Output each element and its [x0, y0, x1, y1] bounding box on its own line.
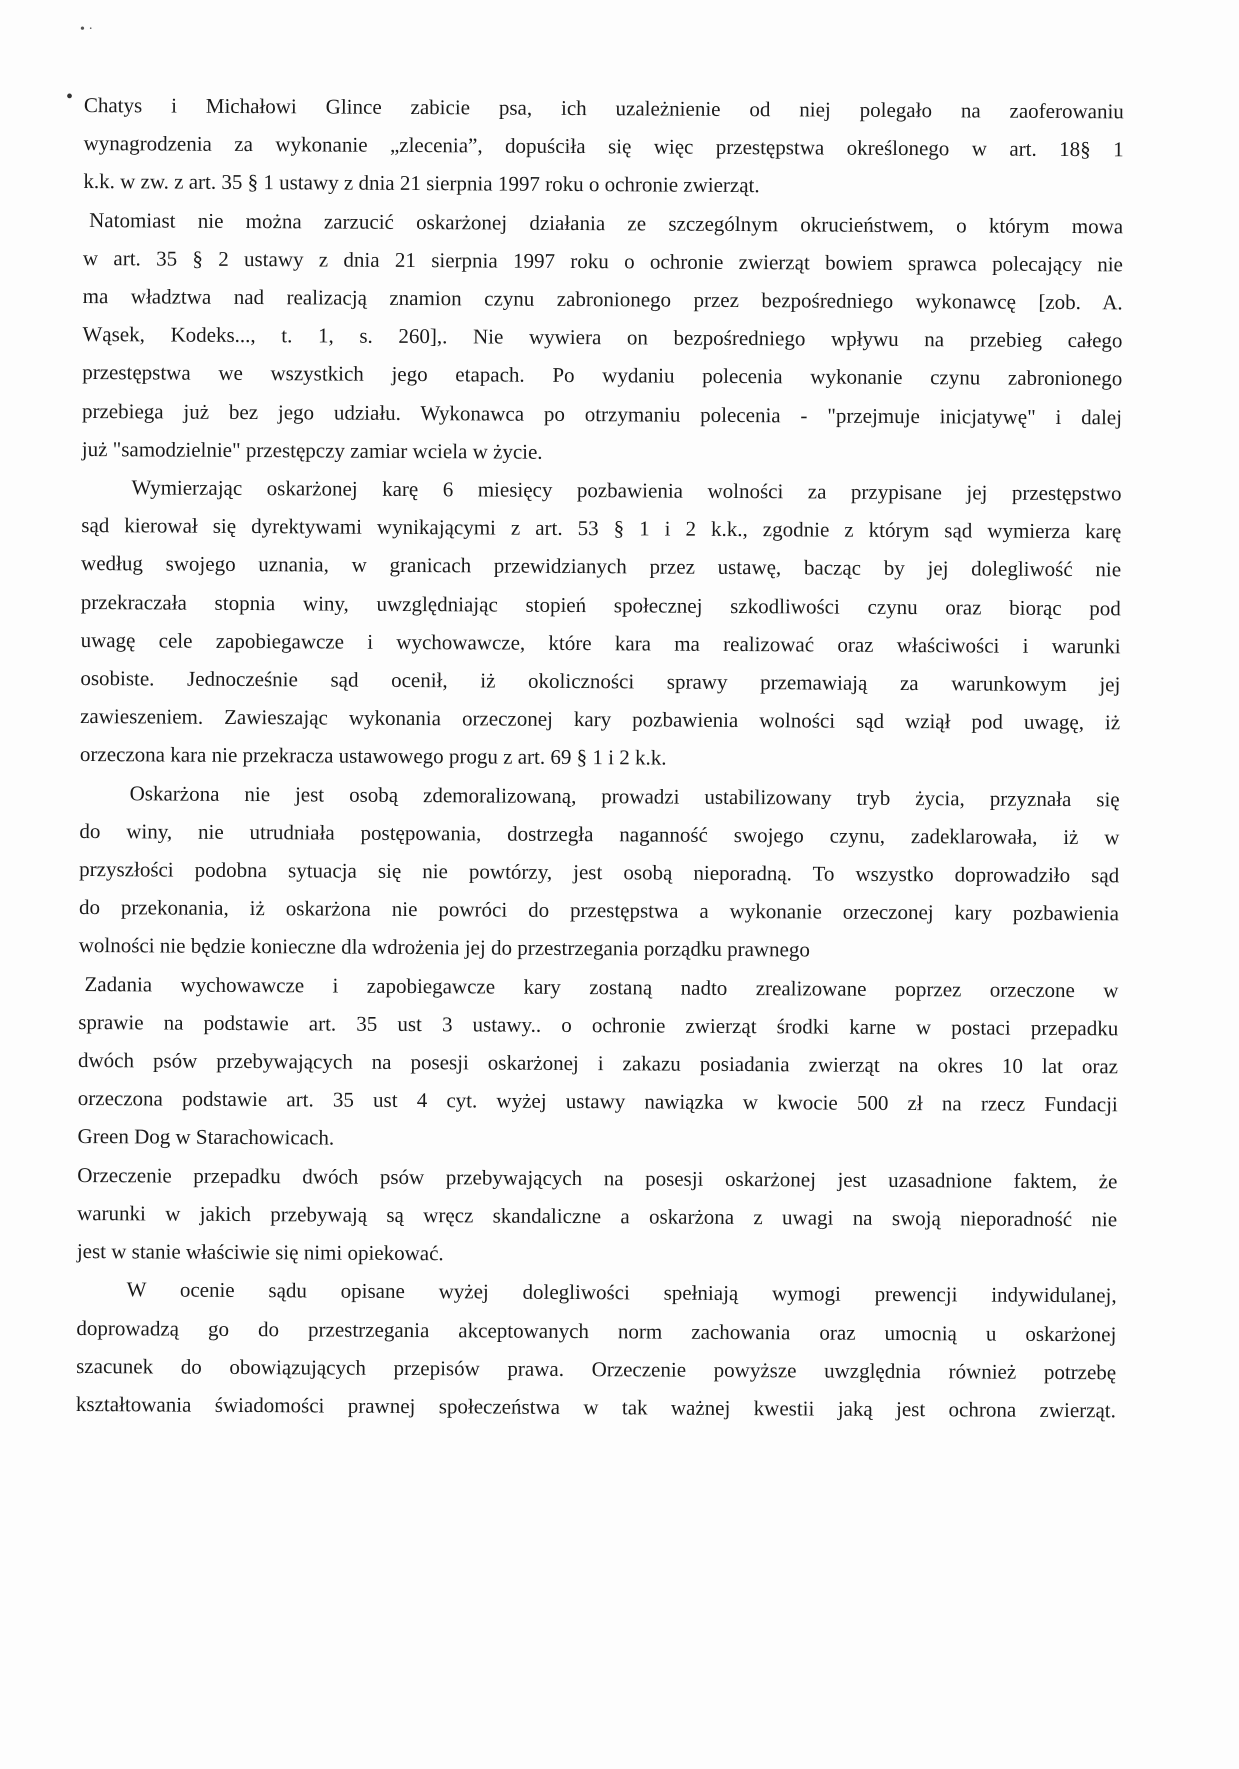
text-line: orzeczona kara nie przekracza ustawowego progu z art. 69 § 1 i 2 k.k.	[79, 742, 667, 771]
text-line: orzeczona podstawie art. 35 ust 4 cyt. wyżej ustawy nawiązka w kwocie 500 zł na rzecz Fundacji	[77, 1086, 1118, 1117]
text-line: dwóch psów przebywających na posesji oskarżonej i zakazu posiadania zwierząt na okres 10 lat oraz	[77, 1048, 1119, 1079]
text-line: już "samodzielnie" przestępczy zamiar wciela w życie.	[81, 436, 543, 464]
text-line: według swojego uznania, w granicach przewidzianych przez ustawę, bacząc by jej dolegliwość nie	[81, 551, 1122, 582]
text-line: Oskarżona nie jest osobą zdemoralizowaną, prowadzi ustabilizowany tryb życia, przyznała się	[129, 780, 1120, 811]
text-line: przebiega już bez jego udziału. Wykonawca po otrzymaniu polecenia - "przejmuje inicjatywę" i dalej	[81, 398, 1123, 429]
text-line: przestępstwa we wszystkich jego etapach. Po wydaniu polecenia wykonanie czynu zabronionego	[82, 360, 1123, 391]
document-body	[76, 86, 1124, 1429]
text-line: doprowadzą go do przestrzegania akceptowanych norm zachowania oraz umocnią u oskarżonej	[76, 1315, 1117, 1346]
text-line: W ocenie sądu opisane wyżej dolegliwości spełniają wymogi prewencji indywidulanej,	[126, 1277, 1117, 1308]
text-line: Wymierzając oskarżonej karę 6 miesięcy pozbawienia wolności za przypisane jej przestępstwo	[131, 475, 1122, 506]
text-line: Natomiast nie można zarzucić oskarżonej działania ze szczególnym okrucieństwem, o którym mowa	[89, 207, 1124, 238]
text-line: ma władztwa nad realizacją znamion czynu zabronionego przez bezpośredniego wykonawcę [zob. A.	[82, 284, 1123, 315]
text-line: przyszłości podobna sytuacja się nie powtórzy, jest osobą nieporadną. To wszystko doprowadziło sąd	[79, 857, 1120, 888]
text-line: zawieszeniem. Zawieszając wykonania orzeczonej kary pozbawienia wolności sąd wziął pod uwagę, iż	[80, 704, 1121, 735]
text-line: jest w stanie właściwie się nimi opiekować.	[76, 1239, 444, 1266]
text-line: Green Dog w Starachowicach.	[77, 1124, 335, 1151]
text-line: k.k. w zw. z art. 35 § 1 ustawy z dnia 21 sierpnia 1997 roku o ochronie zwierząt.	[83, 169, 760, 198]
text-line: w art. 35 § 2 ustawy z dnia 21 sierpnia 1997 roku o ochronie zwierząt bowiem sprawca polecający nie	[82, 245, 1124, 277]
text-line: Zadania wychowawcze i zapobiegawcze kary zostaną nadto zrealizowane poprzez orzeczone w	[84, 971, 1119, 1003]
text-line: wolności nie będzie konieczne dla wdrożenia jej do przestrzegania porządku prawnego	[78, 933, 810, 962]
text-line: Orzeczenie przepadku dwóch psów przebywających na posesji oskarżonej jest uzasadnione faktem, że	[77, 1162, 1118, 1194]
text-line: kształtowania świadomości prawnej społeczeństwa w tak ważnej kwestii jaką jest ochrona zwierząt.	[75, 1391, 1117, 1423]
text-line: osobiste. Jednocześnie sąd ocenił, iż okoliczności sprawy przemawiają za warunkowym jej	[80, 666, 1121, 697]
text-line: sprawie na podstawie art. 35 ust 3 ustawy.. o ochronie zwierząt środki karne w postaci przepadku	[78, 1009, 1119, 1041]
scan-mark: • ·	[80, 22, 94, 37]
bullet-mark: •	[66, 86, 74, 108]
text-line: do winy, nie utrudniała postępowania, dostrzegła naganność swojego czynu, zadeklarowała, iż w	[79, 818, 1120, 850]
text-line: uwagę cele zapobiegawcze i wychowawcze, które kara ma realizować oraz właściwości i warunki	[80, 627, 1121, 659]
text-line: Wąsek, Kodeks..., t. 1, s. 260],. Nie wywiera on bezpośredniego wpływu na przebieg całego	[82, 322, 1123, 353]
text-line: sąd kierował się dyrektywami wynikającymi z art. 53 § 1 i 2 k.k., zgodnie z którym sąd wymierza karę	[81, 513, 1122, 544]
text-line: szacunek do obowiązujących przepisów prawa. Orzeczenie powyższe uwzględnia również potrzebę	[76, 1353, 1117, 1385]
text-line: do przekonania, iż oskarżona nie powróci do przestępstwa a wykonanie orzeczonej kary pozbawienia	[78, 895, 1120, 926]
text-line: przekraczała stopnia winy, uwzględniając stopień społecznej szkodliwości czynu oraz biorąc pod	[80, 589, 1121, 620]
text-line: Chatys i Michałowi Glince zabicie psa, ich uzależnienie od niej polegało na zaoferowaniu	[83, 92, 1124, 124]
text-line: wynagrodzenia za wykonanie „zlecenia”, dopuściła się więc przestępstwa określonego w art. 18§ 1	[83, 131, 1124, 162]
text-line: warunki w jakich przebywają są wręcz skandaliczne a oskarżona z uwagi na swoją nieporadność nie	[77, 1200, 1118, 1232]
